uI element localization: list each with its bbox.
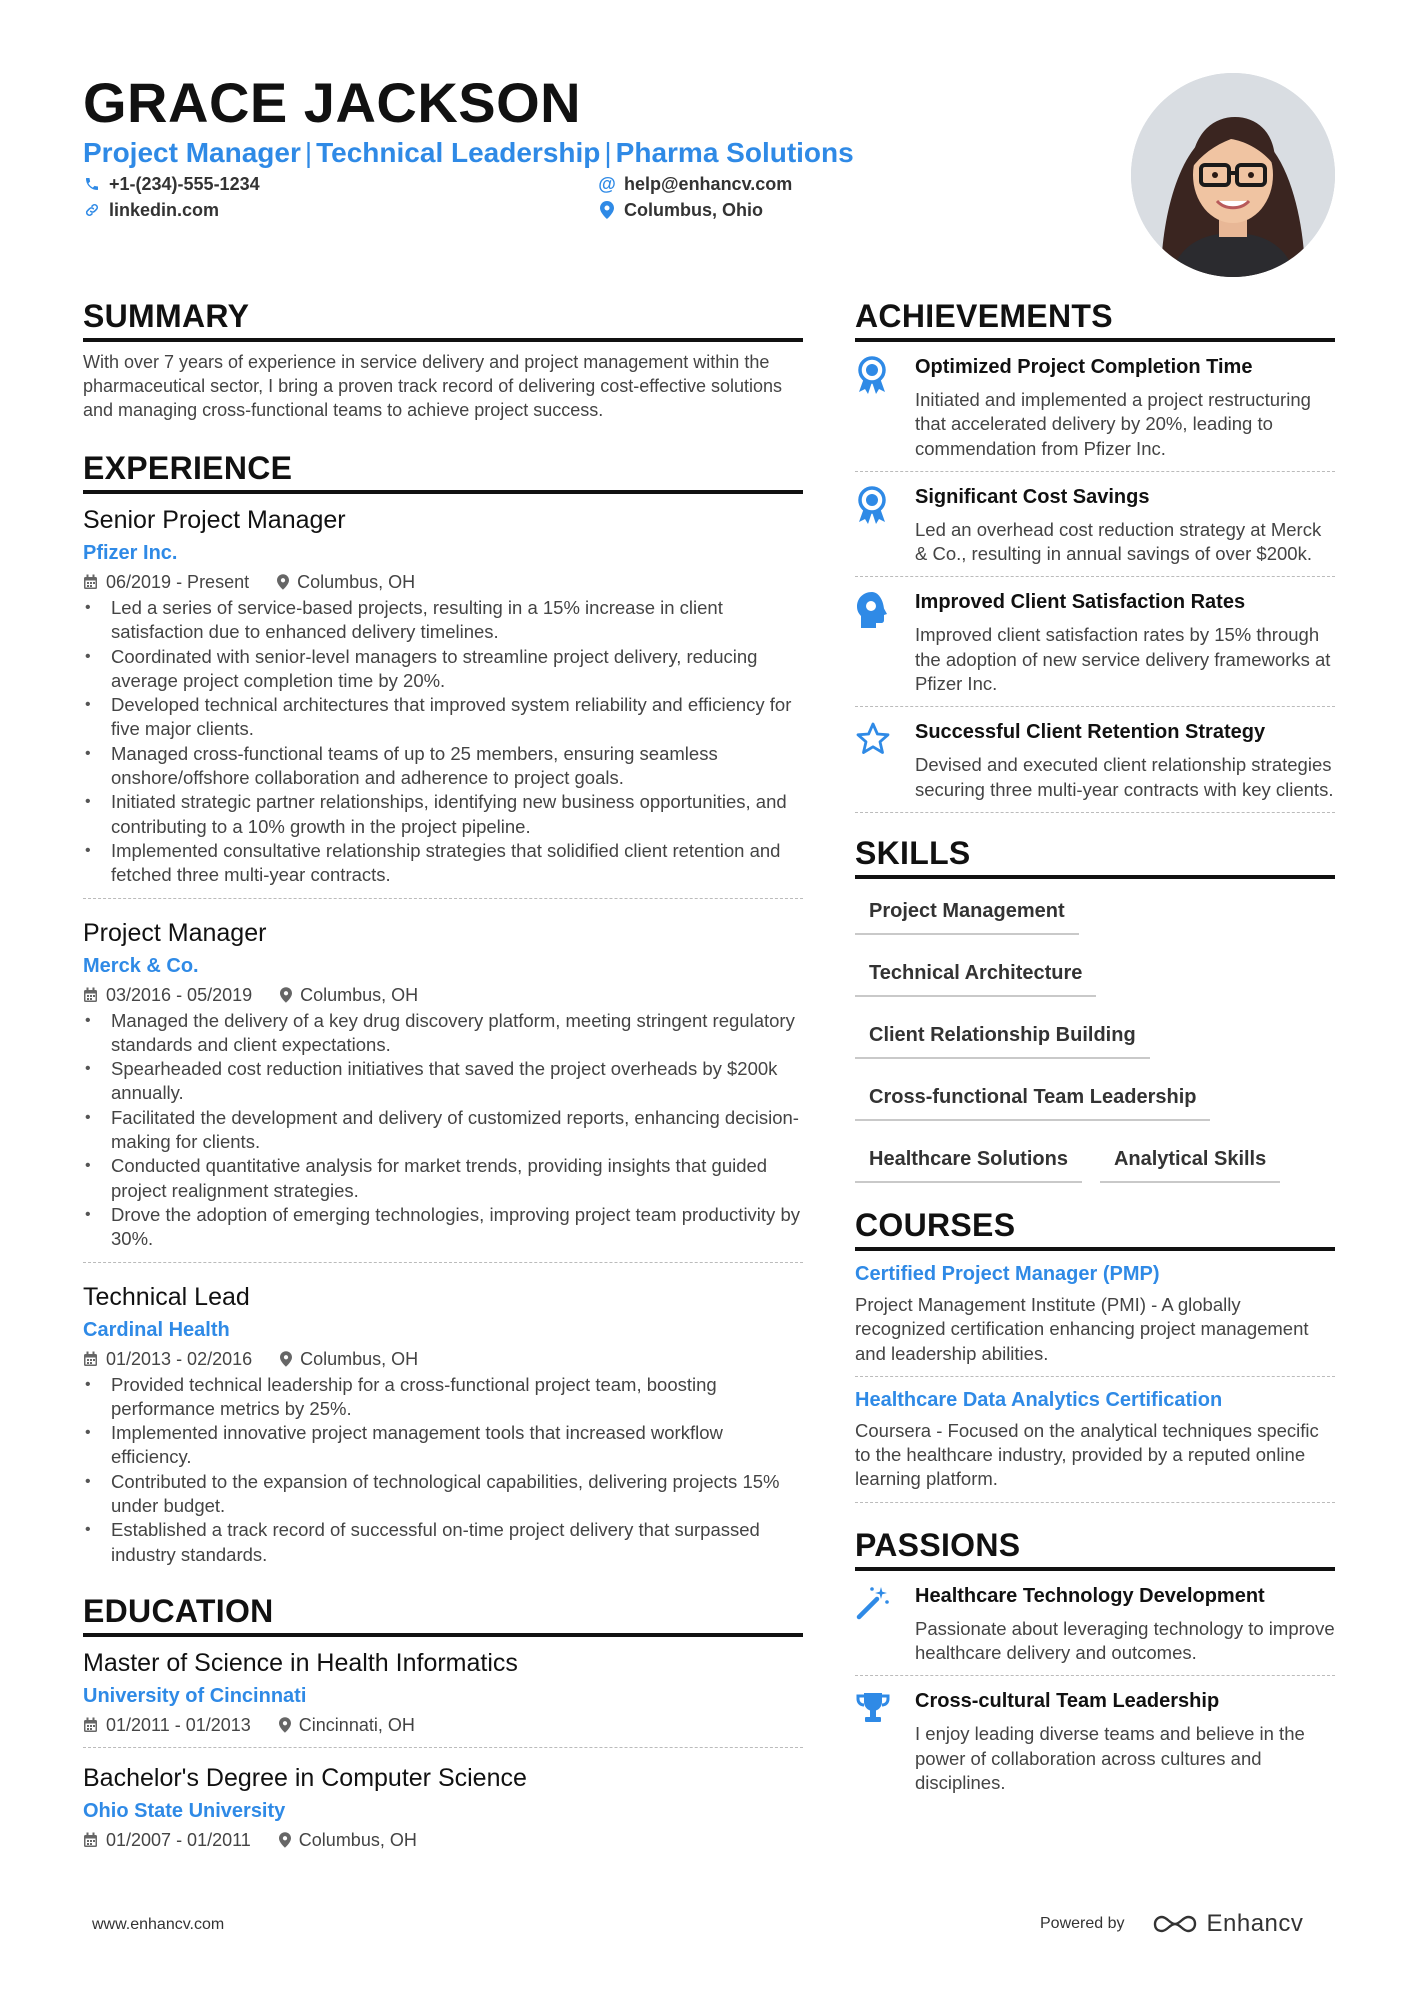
brand-name: Enhancv xyxy=(1206,1910,1304,1937)
location-pin-icon xyxy=(280,987,292,1003)
location-pin-icon xyxy=(279,1717,291,1733)
school-location xyxy=(279,1828,417,1852)
powered-by-label: Powered by xyxy=(1040,1915,1125,1932)
school-location xyxy=(279,1713,415,1737)
list-item: • Managed cross-functional teams of up to 25 members, ensuring seamless onshore/offshore collaboration and adherence to project goals. xyxy=(83,742,803,791)
list-item: • Implemented innovative project management tools that increased workflow efficiency. xyxy=(83,1421,803,1470)
calendar-icon xyxy=(83,987,98,1003)
list-item: • Led a series of service-based projects, resulting in a 15% increase in client satisfaction due to enhanced delivery timelines. xyxy=(83,596,803,645)
star-icon xyxy=(855,719,899,802)
school-name: Ohio State University xyxy=(83,1799,286,1822)
company-name: Cardinal Health xyxy=(83,1318,230,1341)
calendar-icon xyxy=(83,1351,98,1367)
award-ribbon-icon xyxy=(855,354,899,461)
degree-title: Master of Science in Health Informatics xyxy=(83,1648,518,1677)
candidate-name: GRACE JACKSON xyxy=(83,71,582,134)
achievement-description: Led an overhead cost reduction strategy at Merck & Co., resulting in annual savings of over $200k. xyxy=(915,518,1322,565)
footer-website-link[interactable]: www.enhancv.com xyxy=(92,1916,225,1933)
headline-part: Project Manager xyxy=(83,137,301,168)
date-range xyxy=(83,983,252,1007)
company-name: Merck & Co. xyxy=(83,954,199,977)
list-item: • Coordinated with senior-level managers to streamline project delivery, reducing average project completion time by 20%. xyxy=(83,645,803,694)
list-item: • Spearheaded cost reduction initiatives that saved the project overheads by $200k annually. xyxy=(83,1057,803,1106)
achievement-item xyxy=(855,577,1335,707)
achievement-title: Significant Cost Savings xyxy=(915,485,1150,508)
trophy-icon xyxy=(855,1688,899,1795)
calendar-icon xyxy=(83,1832,98,1848)
calendar-icon xyxy=(83,574,98,590)
location-contact xyxy=(598,199,763,221)
date-range xyxy=(83,1828,251,1852)
left-column xyxy=(83,296,803,1860)
location-text: Columbus, OH xyxy=(300,1348,419,1369)
head-lightbulb-icon xyxy=(855,589,899,696)
degree-title: Bachelor's Degree in Computer Science xyxy=(83,1763,527,1792)
achievements-heading: ACHIEVEMENTS xyxy=(855,296,1335,342)
email-text: help@enhancv.com xyxy=(624,174,793,194)
footer-powered-by[interactable] xyxy=(1040,1910,1303,1938)
course-description: Project Management Institute (PMI) - A globally recognized certification enhancing project management and leadership abilities. xyxy=(855,1293,1309,1364)
job-location xyxy=(280,1347,418,1371)
company-name: Pfizer Inc. xyxy=(83,542,178,564)
divider xyxy=(83,898,803,899)
summary-heading: SUMMARY xyxy=(83,296,803,342)
job-meta xyxy=(83,570,803,594)
location-text: Columbus, OH xyxy=(300,984,419,1005)
magic-wand-icon xyxy=(855,1583,899,1666)
job-meta xyxy=(83,983,803,1007)
education-entry xyxy=(83,1762,803,1860)
course-title: Healthcare Data Analytics Certification xyxy=(855,1388,1223,1411)
list-item: • Facilitated the development and delivery of customized reports, enhancing decision-making for clients. xyxy=(83,1106,803,1155)
passion-item xyxy=(855,1571,1335,1677)
at-icon: @ xyxy=(598,174,616,194)
job-location xyxy=(280,983,418,1007)
phone-icon xyxy=(83,175,101,193)
headline-separator: | xyxy=(304,137,313,168)
passions-heading: PASSIONS xyxy=(855,1525,1335,1571)
skill-tag: Cross-functional Team Leadership xyxy=(855,1077,1210,1121)
experience-entry xyxy=(83,1281,803,1575)
job-title: Technical Lead xyxy=(83,1282,250,1311)
location-text: Columbus, OH xyxy=(297,572,416,592)
divider xyxy=(83,1747,803,1748)
list-item: • Initiated strategic partner relationships, identifying new business opportunities, and contributing to a 10% growth in the project pipeline. xyxy=(83,790,803,839)
date-range xyxy=(83,1347,252,1371)
location-text: Columbus, OH xyxy=(298,1829,417,1850)
location-pin-icon xyxy=(277,574,289,590)
experience-entry xyxy=(83,504,803,907)
list-item: • Managed the delivery of a key drug discovery platform, meeting stringent regulatory standards and client expectations. xyxy=(83,1009,803,1058)
headline-separator: | xyxy=(604,137,612,168)
linkedin-text: linkedin.com xyxy=(109,200,220,220)
education-meta xyxy=(83,1828,803,1852)
achievement-description: Improved client satisfaction rates by 15% through the adoption of new service delivery frameworks at Pfizer Inc. xyxy=(915,624,1331,695)
job-location xyxy=(277,570,415,594)
location-pin-icon xyxy=(598,201,616,219)
location-pin-icon xyxy=(280,1351,292,1367)
divider xyxy=(83,1262,803,1263)
course-title: Certified Project Manager (PMP) xyxy=(855,1262,1160,1285)
skill-tag: Analytical Skills xyxy=(1100,1139,1280,1183)
passion-description: Passionate about leveraging technology to improve healthcare delivery and outcomes. xyxy=(915,1617,1335,1664)
location-text: Cincinnati, OH xyxy=(298,1714,415,1735)
school-name: University of Cincinnati xyxy=(83,1684,307,1707)
date-range xyxy=(83,570,249,594)
link-icon xyxy=(83,201,101,219)
list-item: • Provided technical leadership for a cross-functional project team, boosting performance metrics by 25%. xyxy=(83,1373,803,1422)
skill-tag: Project Management xyxy=(855,891,1079,935)
achievement-item xyxy=(855,472,1335,578)
date-text: 01/2013 - 02/2016 xyxy=(106,1348,253,1369)
right-column xyxy=(855,296,1335,1805)
achievement-title: Successful Client Retention Strategy xyxy=(915,721,1266,744)
achievement-title: Improved Client Satisfaction Rates xyxy=(915,591,1246,614)
job-bullets xyxy=(83,596,803,888)
headline-part: Technical Leadership xyxy=(316,137,601,168)
list-item: • Developed technical architectures that improved system reliability and efficiency for five major clients. xyxy=(83,693,803,742)
headline xyxy=(83,136,854,170)
job-bullets xyxy=(83,1009,803,1252)
education-heading: EDUCATION xyxy=(83,1591,803,1637)
list-item: • Contributed to the expansion of technological capabilities, delivering projects 15% under budget. xyxy=(83,1470,803,1519)
date-text: 06/2019 - Present xyxy=(106,572,250,592)
job-bullets xyxy=(83,1373,803,1567)
passion-title: Cross-cultural Team Leadership xyxy=(915,1690,1220,1713)
course-item xyxy=(855,1377,1335,1503)
location-pin-icon xyxy=(279,1832,291,1848)
list-item: • Conducted quantitative analysis for market trends, providing insights that guided project realignment strategies. xyxy=(83,1154,803,1203)
job-title: Senior Project Manager xyxy=(83,506,346,534)
avatar xyxy=(1131,73,1335,277)
skills-list xyxy=(855,891,1335,1201)
date-range xyxy=(83,1713,251,1737)
passion-item xyxy=(855,1676,1335,1805)
education-entry xyxy=(83,1647,803,1752)
date-text: 01/2011 - 01/2013 xyxy=(106,1714,251,1735)
list-item: • Drove the adoption of emerging technologies, improving project team productivity by 30%. xyxy=(83,1203,803,1252)
enhancv-logo-icon xyxy=(1151,1912,1199,1936)
passion-title: Healthcare Technology Development xyxy=(915,1584,1265,1607)
email-contact[interactable] xyxy=(598,173,792,195)
skills-heading: SKILLS xyxy=(855,833,1335,879)
course-description: Coursera - Focused on the analytical techniques specific to the healthcare industry, provided by a reputed online learning platform. xyxy=(855,1419,1319,1490)
achievement-description: Initiated and implemented a project restructuring that accelerated delivery by 20%, leading to commendation from Pfizer Inc. xyxy=(915,389,1311,459)
courses-heading: COURSES xyxy=(855,1205,1335,1251)
phone-text: +1-(234)-555-1234 xyxy=(109,174,260,194)
profile-photo-icon xyxy=(1131,73,1335,277)
skill-tag: Client Relationship Building xyxy=(855,1015,1150,1059)
award-ribbon-icon xyxy=(855,484,899,567)
achievement-item xyxy=(855,342,1335,472)
linkedin-contact[interactable] xyxy=(83,199,219,221)
education-meta xyxy=(83,1713,803,1737)
experience-heading: EXPERIENCE xyxy=(83,448,803,494)
achievement-title: Optimized Project Completion Time xyxy=(915,356,1253,378)
list-item: • Established a track record of successful on-time project delivery that surpassed industry standards. xyxy=(83,1518,803,1567)
achievement-description: Devised and executed client relationship strategies securing three multi-year contracts with key clients. xyxy=(915,754,1334,800)
job-meta xyxy=(83,1347,803,1371)
course-item xyxy=(855,1251,1335,1377)
location-text: Columbus, Ohio xyxy=(624,200,763,220)
list-item: • Implemented consultative relationship strategies that solidified client retention and fetched three multi-year contracts. xyxy=(83,839,803,888)
date-text: 03/2016 - 05/2019 xyxy=(106,984,253,1005)
summary-text: With over 7 years of experience in service delivery and project management within the pharmaceutical sector, I bring a proven track record of delivering cost-effective solutions and managing cross-functional teams to achieve project success. xyxy=(83,352,783,420)
skill-tag: Healthcare Solutions xyxy=(855,1139,1082,1183)
achievement-item xyxy=(855,707,1335,813)
date-text: 01/2007 - 01/2011 xyxy=(106,1829,251,1850)
headline-part: Pharma Solutions xyxy=(615,137,854,168)
passion-description: I enjoy leading diverse teams and believe in the power of collaboration across cultures and disciplines. xyxy=(915,1723,1305,1793)
phone-contact[interactable] xyxy=(83,173,260,195)
job-title: Project Manager xyxy=(83,918,267,947)
experience-entry xyxy=(83,917,803,1271)
calendar-icon xyxy=(83,1717,98,1733)
skill-tag: Technical Architecture xyxy=(855,953,1096,997)
